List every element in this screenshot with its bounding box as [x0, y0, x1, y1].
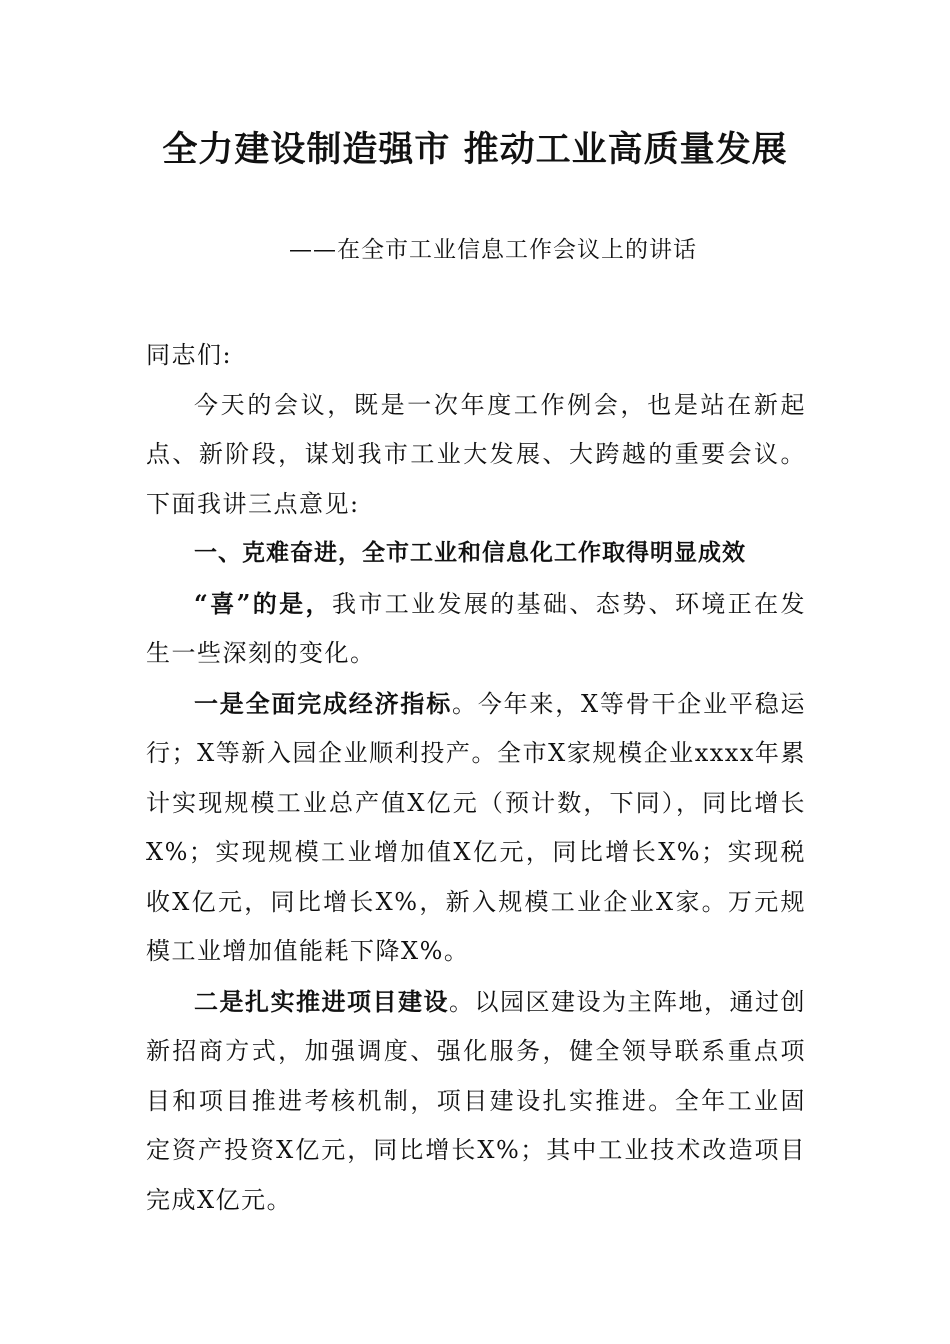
paragraph-text: 。以园区建设为主阵地，通过创新招商方式，加强调度、强化服务，健全领导联系重点项目和项目推进考核机制，项目建设扎实推进。全年工业固定资产投资X亿元，同比增长X%；其中工业技术改造项目完成X亿元。	[146, 987, 806, 1214]
paragraph-xi	[146, 579, 806, 679]
document-body	[146, 331, 806, 1225]
salutation: 同志们:	[146, 341, 233, 369]
paragraph-text: 我市工业发展的基础、态势、环境正在发生一些深刻的变化。	[146, 589, 807, 667]
intro-paragraph: 今天的会议，既是一次年度工作例会，也是站在新起点、新阶段，谋划我市工业大发展、大跨越的重要会议。下面我讲三点意见:	[146, 390, 806, 518]
document-title: 全力建设制造强市 推动工业高质量发展	[162, 129, 788, 170]
paragraph-lead: 二是扎实推进项目建设	[194, 986, 449, 1016]
document-subtitle: ——在全市工业信息工作会议上的讲话	[289, 237, 697, 263]
paragraph-one	[146, 679, 806, 977]
paragraph-lead: 一是全面完成经济指标	[194, 688, 453, 718]
paragraph-text: 。今年来，X等骨干企业平稳运行；X等新入园企业顺利投产。全市X家规模企业xxxx年累计实现规模工业总产值X亿元（预计数，下同），同比增长X%；实现规模工业增加值X亿元，同比增长X%；实现税收X亿元，同比增长X%，新入规模工业企业X家。万元规模工业增加值能耗下降X%。	[146, 689, 807, 965]
paragraph-two	[146, 977, 806, 1226]
section-heading: 一、克难奋进，全市工业和信息化工作取得明显成效	[194, 540, 746, 566]
paragraph-lead: “喜”的是，	[194, 588, 332, 618]
